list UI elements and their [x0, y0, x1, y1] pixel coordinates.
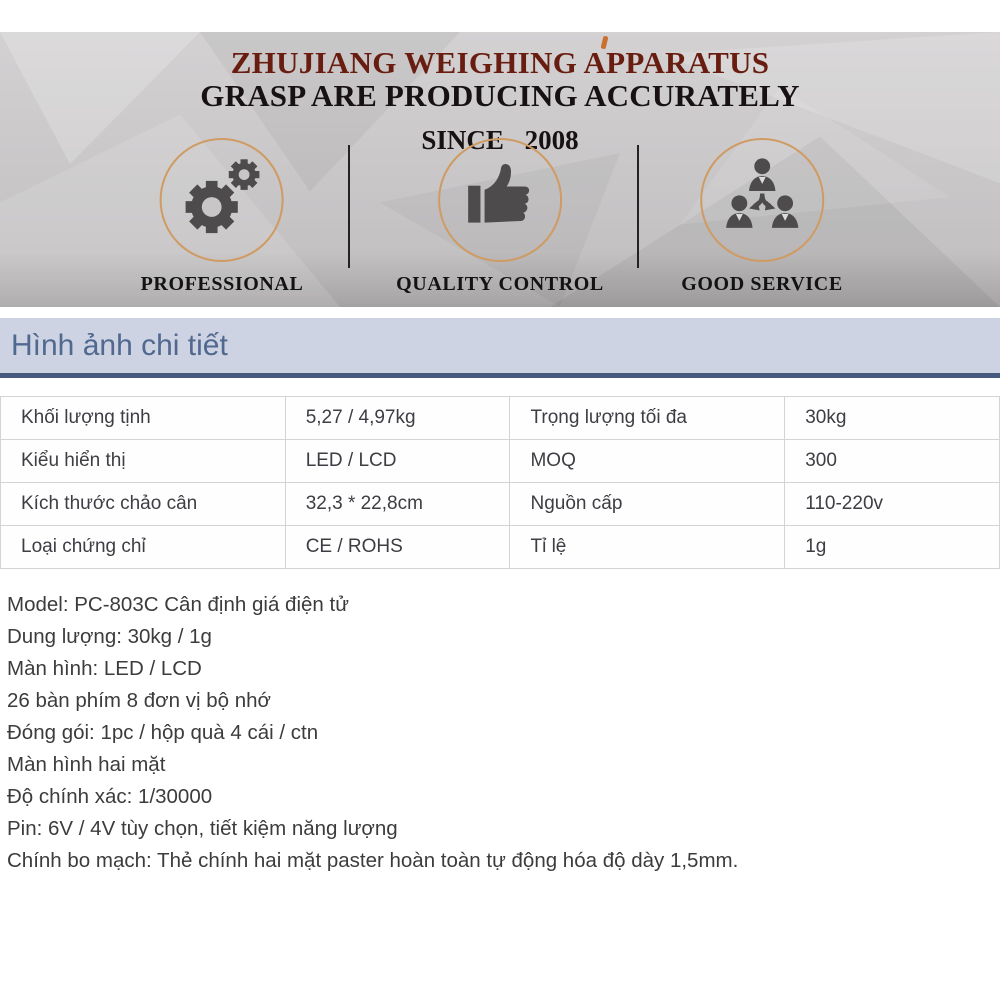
description-line: Màn hình: LED / LCD — [7, 657, 202, 680]
thumbs-up-icon — [459, 157, 541, 244]
spec-label: MOQ — [510, 440, 785, 483]
feature-good-service — [681, 138, 843, 296]
description-line: 26 bàn phím 8 đơn vị bộ nhớ — [7, 689, 271, 712]
spec-value: CE / ROHS — [285, 526, 510, 569]
description-line: Chính bo mạch: Thẻ chính hai mặt paster hoàn toàn tự động hóa độ dày 1,5mm. — [7, 849, 739, 872]
spec-label: Loại chứng chỉ — [1, 526, 286, 569]
spec-label: Kiểu hiển thị — [1, 440, 286, 483]
spec-value: 110-220v — [785, 483, 1000, 526]
feature-label: PROFESSIONAL — [140, 273, 304, 295]
team-icon — [718, 154, 806, 247]
feature-circle — [700, 138, 824, 262]
feature-professional — [141, 138, 304, 296]
banner-title: ZHUJIANG WEIGHING APPARATUS — [230, 45, 770, 80]
description-line: Màn hình hai mặt — [7, 753, 166, 776]
description-line: Độ chính xác: 1/30000 — [7, 785, 213, 808]
spec-label: Tỉ lệ — [510, 526, 785, 569]
feature-divider — [348, 145, 350, 268]
spec-value: LED / LCD — [285, 440, 510, 483]
spec-label: Nguồn cấp — [510, 483, 785, 526]
spec-label: Khối lượng tịnh — [1, 397, 286, 440]
spec-value: 32,3 * 22,8cm — [285, 483, 510, 526]
description-line: Dung lượng: 30kg / 1g — [7, 625, 212, 648]
feature-quality-control — [396, 138, 604, 296]
feature-circle — [160, 138, 284, 262]
product-description — [7, 589, 992, 877]
table-row — [1, 397, 1000, 440]
feature-label: QUALITY CONTROL — [396, 273, 604, 295]
description-line: Model: PC-803C Cân định giá điện tử — [7, 593, 349, 616]
spec-value: 300 — [785, 440, 1000, 483]
spec-value: 5,27 / 4,97kg — [285, 397, 510, 440]
feature-circle — [438, 138, 562, 262]
spec-label: Trọng lượng tối đa — [510, 397, 785, 440]
feature-divider — [637, 145, 639, 268]
description-line: Pin: 6V / 4V tùy chọn, tiết kiệm năng lượng — [7, 817, 398, 840]
table-row — [1, 440, 1000, 483]
table-row — [1, 483, 1000, 526]
section-header — [0, 318, 1000, 378]
brand-banner — [0, 32, 1000, 307]
spec-label: Kích thước chảo cân — [1, 483, 286, 526]
spec-table — [0, 396, 1000, 569]
spec-value: 30kg — [785, 397, 1000, 440]
banner-subtitle: GRASP ARE PRODUCING ACCURATELY — [200, 78, 800, 113]
feature-label: GOOD SERVICE — [681, 273, 843, 295]
description-line: Đóng gói: 1pc / hộp quà 4 cái / ctn — [7, 721, 319, 744]
spec-value: 1g — [785, 526, 1000, 569]
table-row — [1, 526, 1000, 569]
section-title: Hình ảnh chi tiết — [11, 328, 228, 362]
banner-since: SINCE 2008 — [421, 125, 579, 155]
gears-icon — [177, 153, 267, 248]
